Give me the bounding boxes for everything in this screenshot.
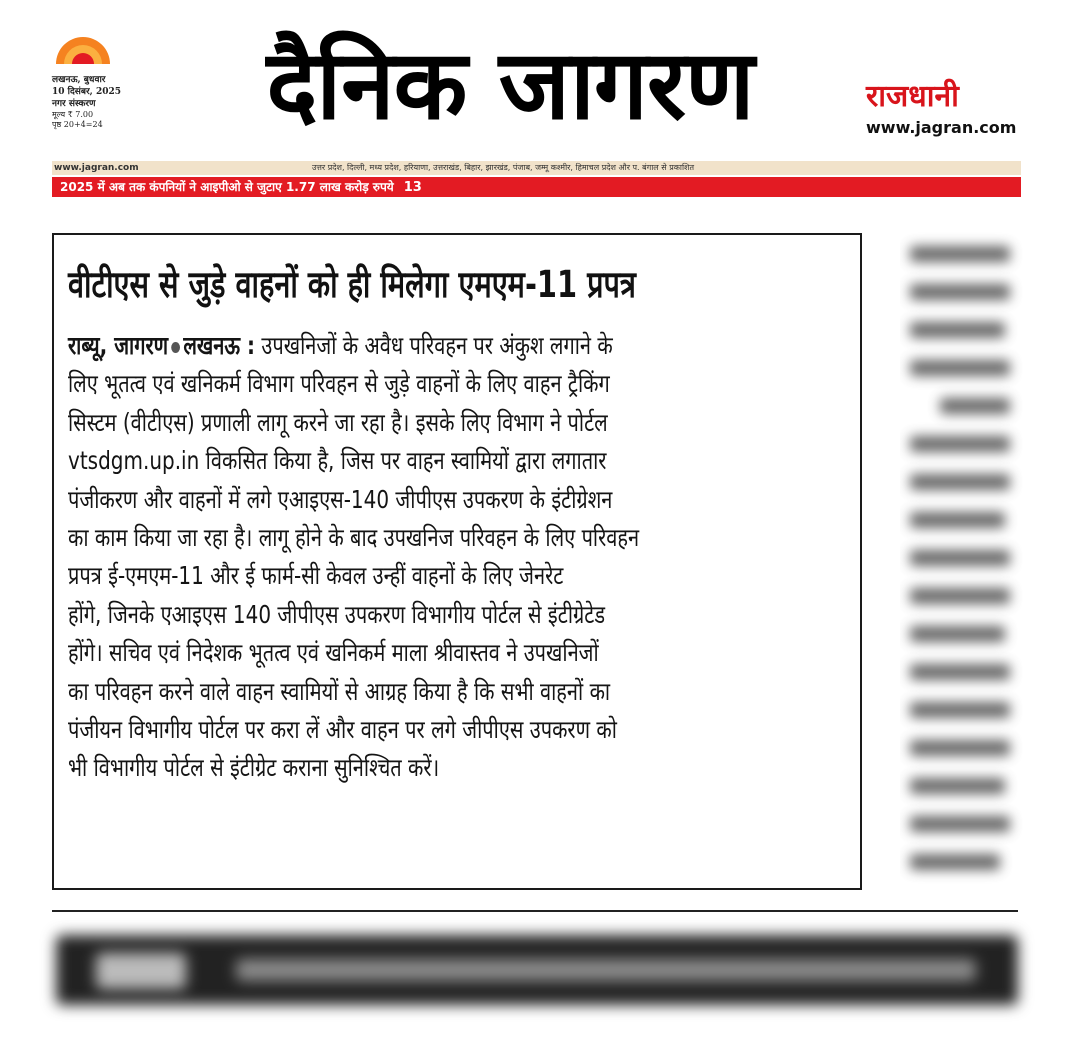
page-count: पृष्ठ 20+4=24 — [52, 120, 103, 129]
article-line: पंजीयन विभागीय पोर्टल पर करा लें और वाहन पर लगे जीपीएस उपकरण को — [68, 715, 617, 745]
location-day: लखनऊ, बुधवार — [52, 75, 106, 85]
price: मूल्य ₹ 7.00 — [52, 110, 94, 119]
newspaper-title: दैनिक जागरण — [266, 29, 754, 141]
jagran-sun-logo-icon — [52, 30, 114, 64]
article-line: लिए भूतत्व एवं खनिकर्म विभाग परिवहन से जुड़े वाहनों के लिए वाहन ट्रैकिंग — [68, 369, 610, 399]
teaser-strip — [52, 177, 1021, 197]
strip-site: www.jagran.com — [54, 163, 139, 173]
article-line: vtsdgm.up.in विकसित किया है, जिस पर वाहन स्वामियों द्वारा लगातार — [68, 446, 607, 476]
article-body — [68, 327, 852, 788]
news-article — [52, 233, 862, 890]
blurred-advertisement — [56, 935, 1018, 1005]
article-line: भी विभागीय पोर्टल से इंटीग्रेट कराना सुनिश्चित करें। — [68, 753, 440, 783]
bullet-dot-icon — [171, 342, 180, 353]
publication-strip — [52, 161, 1021, 175]
article-line: पंजीकरण और वाहनों में लगे एआइएस-140 जीपीएस उपकरण के इंटीग्रेशन — [68, 484, 613, 514]
section-divider — [52, 910, 1018, 912]
teaser-text: 2025 में अब तक कंपनियों ने आइपीओ से जुटाए 1.77 लाख करोड़ रुपये — [60, 180, 394, 194]
article-line: प्रपत्र ई-एमएम-11 और ई फार्म-सी केवल उन्हीं वाहनों के लिए जेनरेट — [68, 561, 564, 591]
edition-info — [52, 74, 121, 130]
issue-date: 10 दिसंबर, 2025 — [52, 87, 121, 97]
article-headline: वीटीएस से जुड़े वाहनों को ही मिलेगा एमएम-11 प्रपत्र — [68, 263, 636, 306]
teaser-page-number: 13 — [403, 180, 422, 195]
blurred-adjacent-column — [900, 232, 1025, 902]
article-city: लखनऊ : — [183, 331, 256, 360]
article-line: का काम किया जा रहा है। लागू होने के बाद उपखनिज परिवहन के लिए परिवहन — [68, 523, 640, 553]
article-line-text: उपखनिजों के अवैध परिवहन पर अंकुश लगाने के — [261, 331, 613, 360]
article-line: होंगे। सचिव एवं निदेशक भूतत्व एवं खनिकर्म माला श्रीवास्तव ने उपखनिजों — [68, 638, 599, 668]
article-line: होंगे, जिनके एआइएस 140 जीपीएस उपकरण विभागीय पोर्टल से इंटीग्रेटेड — [68, 599, 606, 629]
edition-type: नगर संस्करण — [52, 99, 96, 109]
edition-name: राजधानी — [866, 79, 959, 114]
strip-states: उत्तर प्रदेश, दिल्ली, मध्य प्रदेश, हरियाणा, उत्तराखंड, बिहार, झारखंड, पंजाब, जम्मू कश्मीर, हिमाचल प्रदेश और प. बंगाल से प्रकाशित — [312, 163, 695, 172]
article-line: सिस्टम (वीटीएस) प्रणाली लागू करने जा रहा है। इसके लिए विभाग ने पोर्टल — [68, 407, 608, 437]
article-line — [68, 327, 852, 365]
article-dateline: राब्यू, जागरण — [68, 331, 169, 360]
article-line: का परिवहन करने वाले वाहन स्वामियों से आग्रह किया है कि सभी वाहनों का — [68, 676, 611, 706]
site-link[interactable]: www.jagran.com — [866, 118, 1017, 137]
